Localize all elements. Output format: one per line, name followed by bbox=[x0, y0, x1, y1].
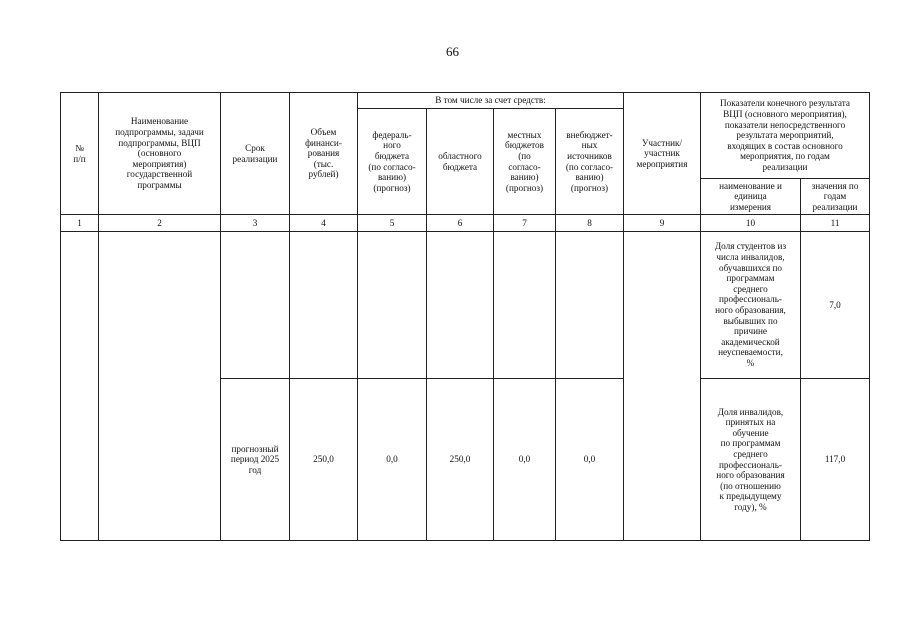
row-num-cell bbox=[61, 232, 99, 541]
header-name: Наименование подпрограммы, задачи подпрограммы, ВЦП (основного мероприятия) государственной программы bbox=[99, 93, 221, 215]
row-indicator-value: 7,0 bbox=[801, 232, 870, 379]
page-number: 66 bbox=[446, 44, 459, 59]
row-period bbox=[221, 232, 290, 379]
column-number: 8 bbox=[556, 215, 624, 232]
column-number: 6 bbox=[427, 215, 494, 232]
row-local bbox=[494, 232, 556, 379]
row-federal bbox=[358, 232, 427, 379]
row-regional bbox=[427, 232, 494, 379]
row-local: 0,0 bbox=[494, 379, 556, 541]
header-extra: внебюджет- ных источников (по согласо- ванию) (прогноз) bbox=[556, 109, 624, 215]
row-indicator-value: 117,0 bbox=[801, 379, 870, 541]
column-number: 5 bbox=[358, 215, 427, 232]
column-number: 7 bbox=[494, 215, 556, 232]
header-participant: Участник/ участник мероприятия bbox=[624, 93, 701, 215]
column-number: 4 bbox=[290, 215, 358, 232]
header-local: местных бюджетов (по согласо- ванию) (прогноз) bbox=[494, 109, 556, 215]
header-volume: Объем финанси- рования (тыс. рублей) bbox=[290, 93, 358, 215]
row-name-cell bbox=[99, 232, 221, 541]
header-indicators-group: Показатели конечного результата ВЦП (основного мероприятия), показатели непосредственного результата мероприятий, входящих в состав основного мероприятия, по годам реализации bbox=[701, 93, 870, 179]
header-regional: областного бюджета bbox=[427, 109, 494, 215]
row-participant-cell bbox=[624, 232, 701, 541]
row-indicator-name: Доля студентов из числа инвалидов, обучавшихся по программам среднего профессиональ- ного образования, выбывших по причине академической неуспеваемости, % bbox=[701, 232, 801, 379]
row-extra: 0,0 bbox=[556, 379, 624, 541]
row-regional: 250,0 bbox=[427, 379, 494, 541]
column-number: 2 bbox=[99, 215, 221, 232]
header-indicator-name: наименование и единица измерения bbox=[701, 179, 801, 215]
header-period: Срок реализации bbox=[221, 93, 290, 215]
column-number: 1 bbox=[61, 215, 99, 232]
column-number: 10 bbox=[701, 215, 801, 232]
row-federal: 0,0 bbox=[358, 379, 427, 541]
column-number: 11 bbox=[801, 215, 870, 232]
header-indicator-value: значения по годам реализации bbox=[801, 179, 870, 215]
row-indicator-name: Доля инвалидов, принятых на обучение по программам среднего профессиональ- ного образования (по отношению к предыдущему году), % bbox=[701, 379, 801, 541]
row-extra bbox=[556, 232, 624, 379]
program-table bbox=[60, 92, 870, 541]
header-incl-group: В том числе за счет средств: bbox=[358, 93, 624, 109]
header-federal: федераль- ного бюджета (по согласо- ванию) (прогноз) bbox=[358, 109, 427, 215]
row-volume bbox=[290, 232, 358, 379]
column-number: 3 bbox=[221, 215, 290, 232]
row-volume: 250,0 bbox=[290, 379, 358, 541]
column-number: 9 bbox=[624, 215, 701, 232]
header-num: № п/п bbox=[61, 93, 99, 215]
row-period: прогнозный период 2025 год bbox=[221, 379, 290, 541]
